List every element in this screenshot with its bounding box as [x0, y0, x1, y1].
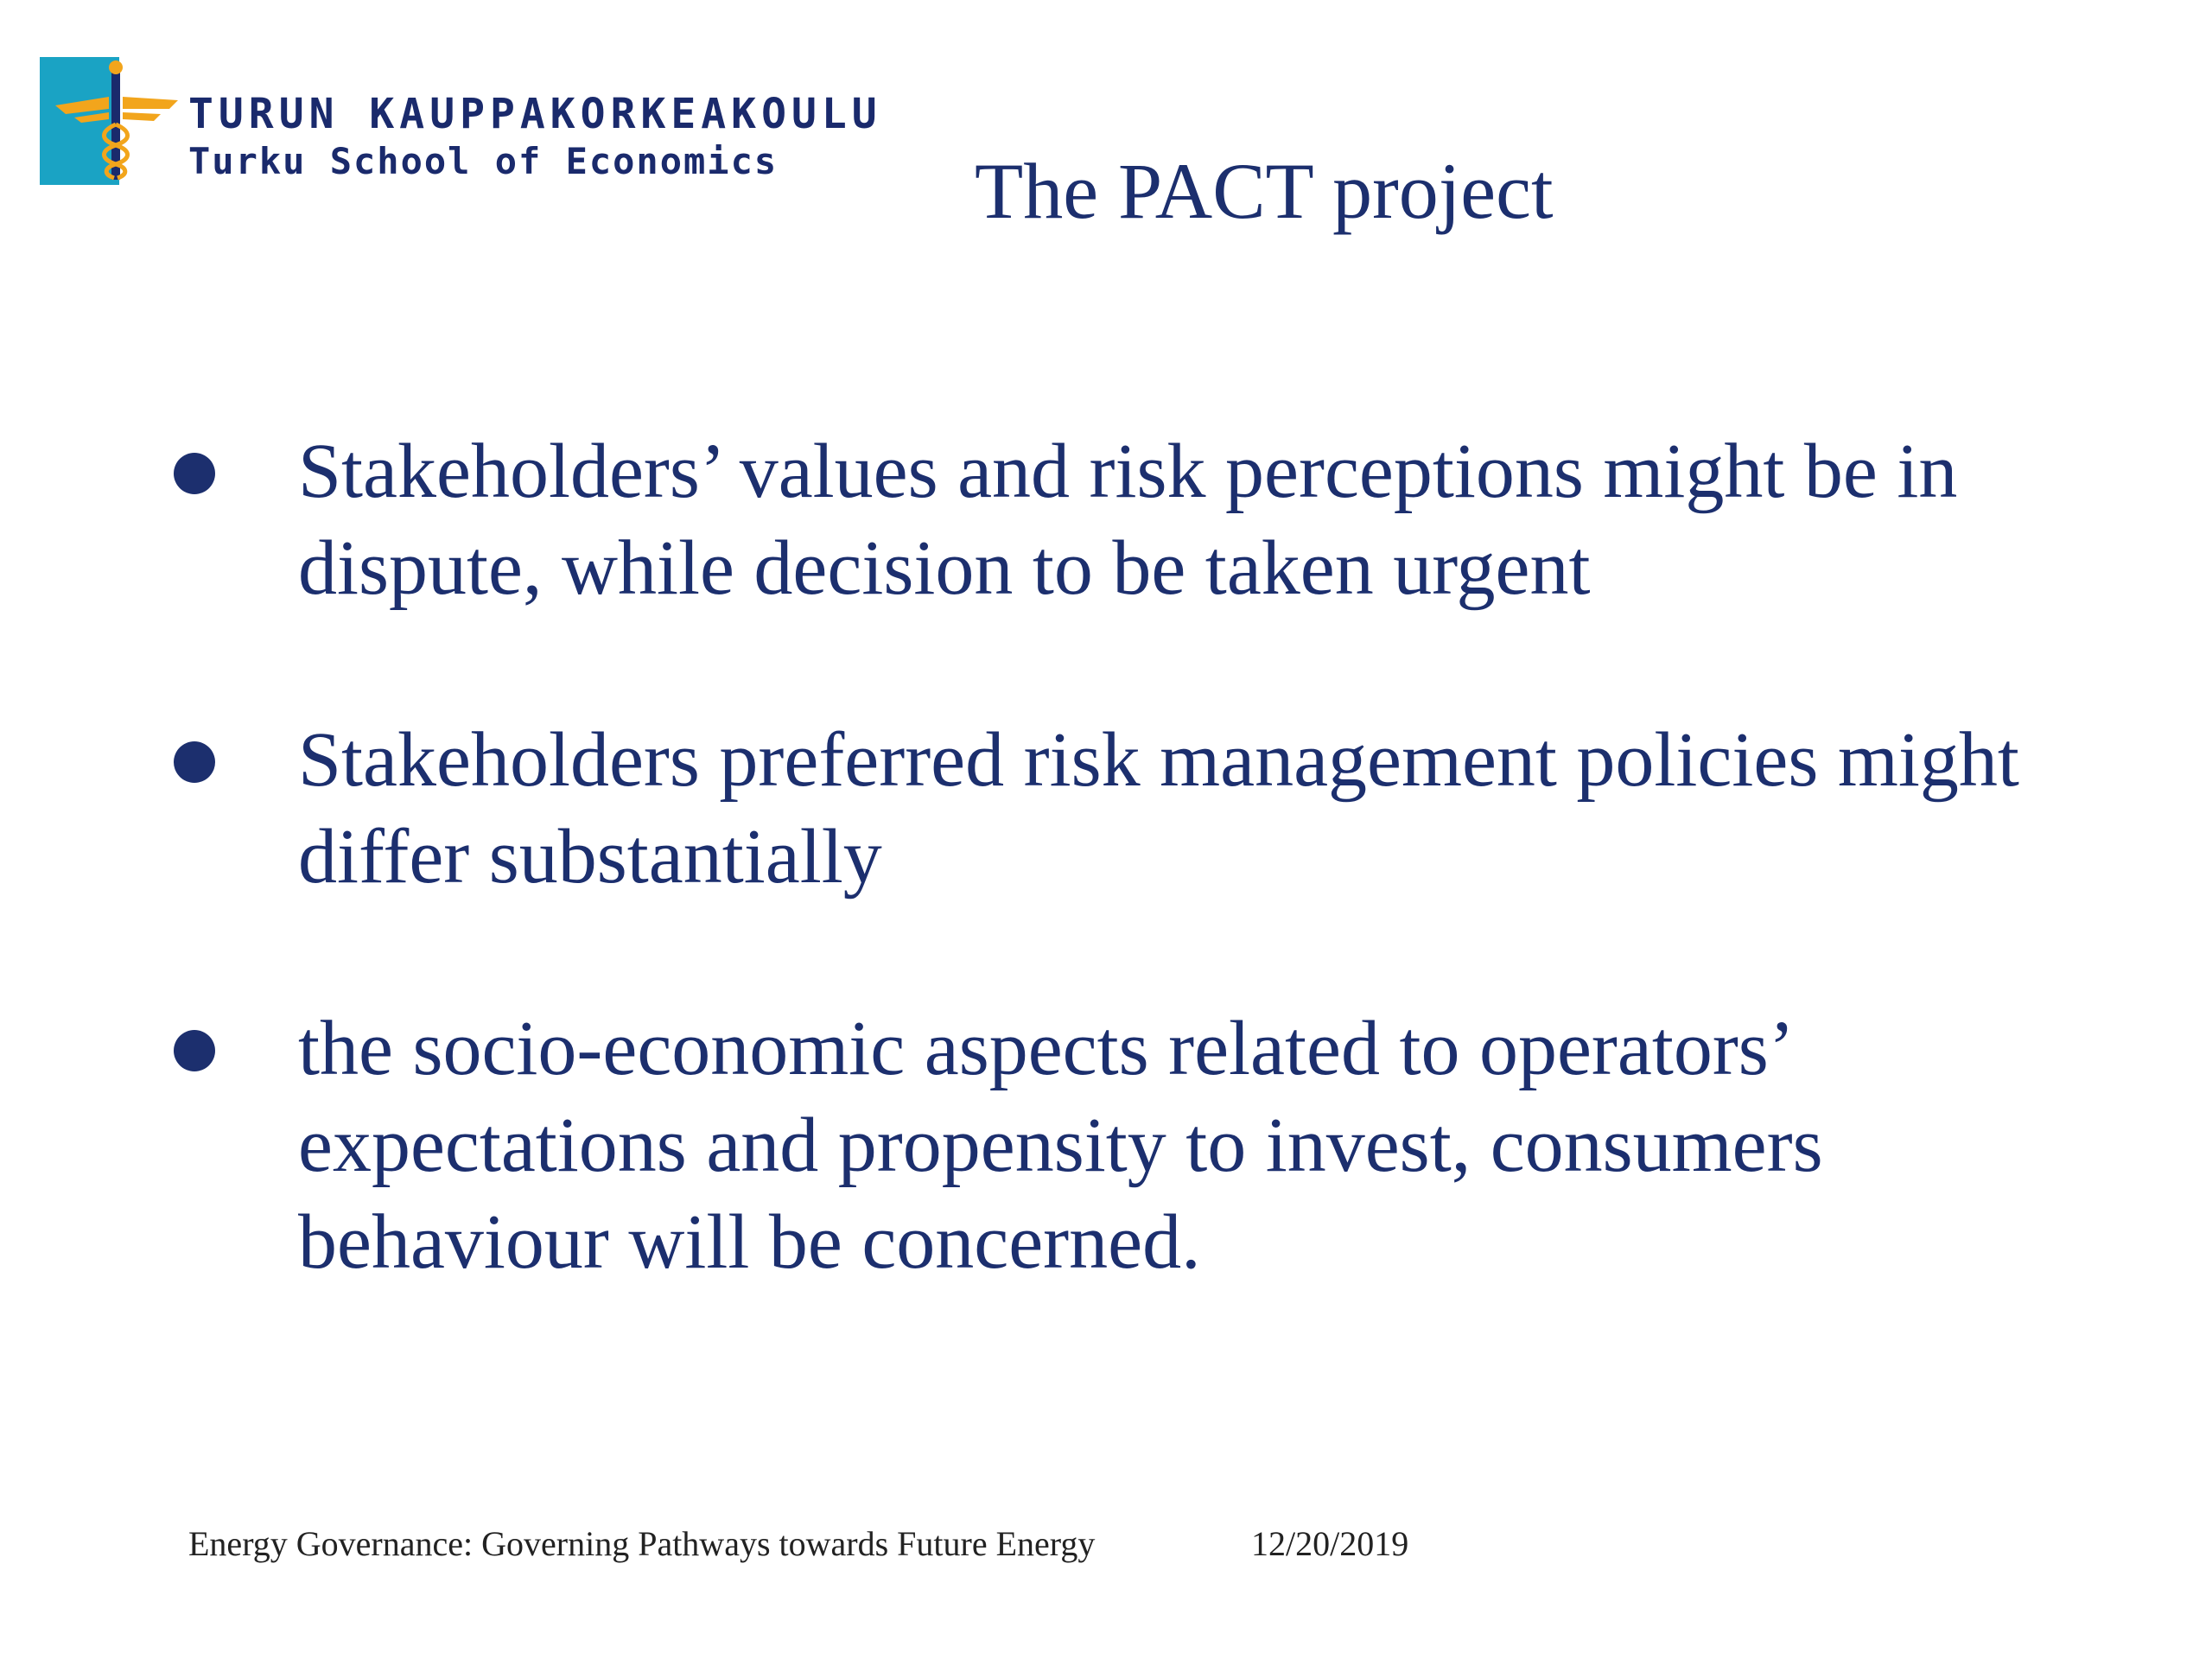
logo-text-english: Turku School of Economics: [188, 140, 779, 182]
bullet-text: the socio-economic aspects related to operators’ expectations and propensity to invest, consumers behaviour will be concerned.: [298, 1006, 1823, 1285]
bullet-dot-icon: [174, 1030, 215, 1071]
footer-presentation-title: Energy Governance: Governing Pathways towards Future Energy: [188, 1524, 1096, 1563]
bullet-item: [168, 423, 2121, 617]
bullet-text: Stakeholders preferred risk management policies might differ substantially: [298, 717, 2019, 899]
footer-date: 12/20/2019: [1251, 1524, 1409, 1563]
university-logo: [40, 57, 882, 187]
bullet-text: Stakeholders’ values and risk perceptions might be in dispute, while decision to be taken urgent: [298, 429, 1958, 611]
logo-text-finnish: TURUN KAUPPAKORKEAKOULU: [188, 90, 882, 138]
caduceus-logo-icon: [40, 57, 195, 187]
bullet-item: [168, 712, 2121, 906]
slide-title: The PACT project: [975, 147, 1554, 235]
bullet-list: [168, 423, 2121, 1291]
bullet-dot-icon: [174, 453, 215, 494]
bullet-item: [168, 1001, 2121, 1291]
bullet-dot-icon: [174, 741, 215, 783]
